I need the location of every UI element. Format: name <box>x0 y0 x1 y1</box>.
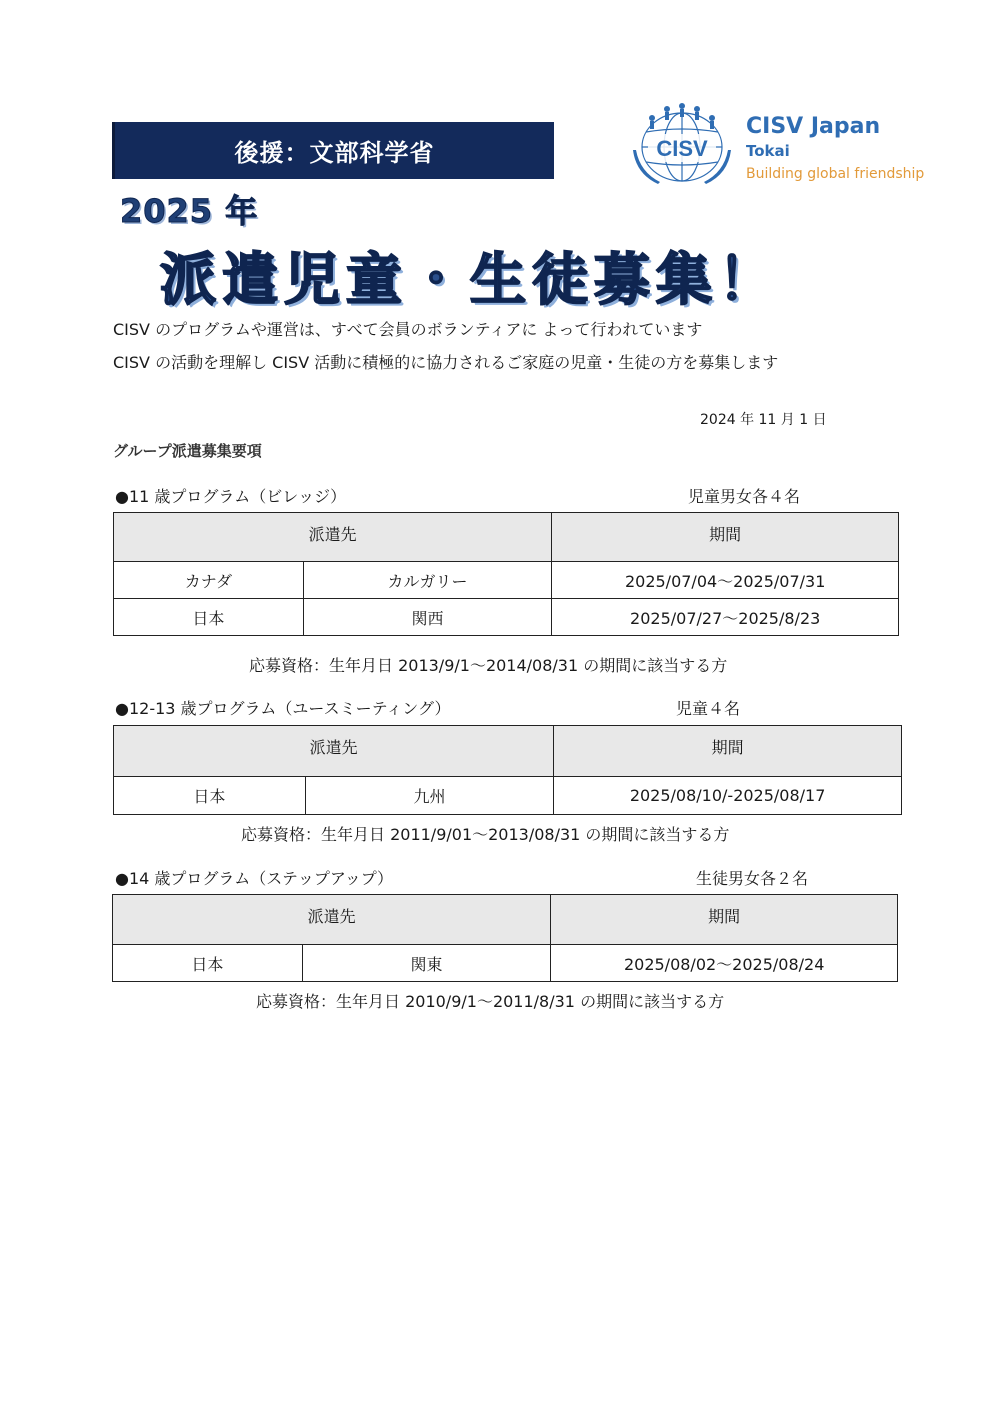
logo-region: Tokai <box>746 142 790 160</box>
cisv-logo <box>630 100 740 190</box>
program-title: ●12-13 歳プログラム（ユースミーティング） <box>115 699 451 718</box>
table-row <box>114 777 902 815</box>
year-title: 2025 年 <box>120 192 259 230</box>
cell-period: 2025/07/04～2025/07/31 <box>552 562 899 599</box>
column-header-period: 期間 <box>551 895 898 945</box>
main-title: 派遣児童・生徒募集！ <box>160 248 780 313</box>
globe-icon <box>630 100 740 190</box>
cell-place: カルガリー <box>303 562 552 599</box>
cell-place: 関西 <box>303 599 552 636</box>
cell-country: 日本 <box>114 777 306 815</box>
column-header-period: 期間 <box>552 513 899 562</box>
logo-badge-text: CISV <box>656 136 708 161</box>
column-header-destination: 派遣先 <box>114 726 554 777</box>
table-row <box>113 945 898 982</box>
cell-country: 日本 <box>114 599 304 636</box>
program-count: 児童４名 <box>676 699 741 718</box>
program-title: ●14 歳プログラム（ステップアップ） <box>115 869 393 888</box>
intro-line-2: CISV の活動を理解し CISV 活動に積極的に協力されるご家庭の児童・生徒の方を募集します <box>113 353 779 372</box>
eligibility-note: 応募資格：生年月日 2011/9/01～2013/08/31 の期間に該当する方 <box>241 825 730 844</box>
program-table <box>112 894 898 982</box>
table-row <box>114 562 899 599</box>
cell-country: カナダ <box>114 562 304 599</box>
program-table <box>113 725 902 815</box>
program-count: 生徒男女各２名 <box>696 869 809 888</box>
cell-country: 日本 <box>113 945 303 982</box>
cell-period: 2025/08/10/-2025/08/17 <box>554 777 902 815</box>
column-header-period: 期間 <box>554 726 902 777</box>
cell-place: 関東 <box>302 945 551 982</box>
sponsor-banner: 後援：文部科学省 <box>112 122 554 179</box>
table-row <box>114 599 899 636</box>
program-count: 児童男女各４名 <box>688 487 801 506</box>
logo-tagline: Building global friendship <box>746 166 925 182</box>
column-header-destination: 派遣先 <box>113 895 551 945</box>
cell-place: 九州 <box>305 777 554 815</box>
eligibility-note: 応募資格：生年月日 2013/9/1～2014/08/31 の期間に該当する方 <box>249 656 728 675</box>
intro-line-1: CISV のプログラムや運営は、すべて会員のボランティアに よって行われています <box>113 320 703 339</box>
cell-period: 2025/08/02～2025/08/24 <box>551 945 898 982</box>
eligibility-note: 応募資格：生年月日 2010/9/1～2011/8/31 の期間に該当する方 <box>256 992 725 1011</box>
program-title: ●11 歳プログラム（ビレッジ） <box>115 487 347 506</box>
issue-date: 2024 年 11 月 1 日 <box>700 412 827 428</box>
program-table <box>113 512 899 636</box>
guide-heading: グループ派遣募集要項 <box>113 442 262 460</box>
column-header-destination: 派遣先 <box>114 513 552 562</box>
cell-period: 2025/07/27～2025/8/23 <box>552 599 899 636</box>
logo-name: CISV Japan <box>746 114 881 139</box>
